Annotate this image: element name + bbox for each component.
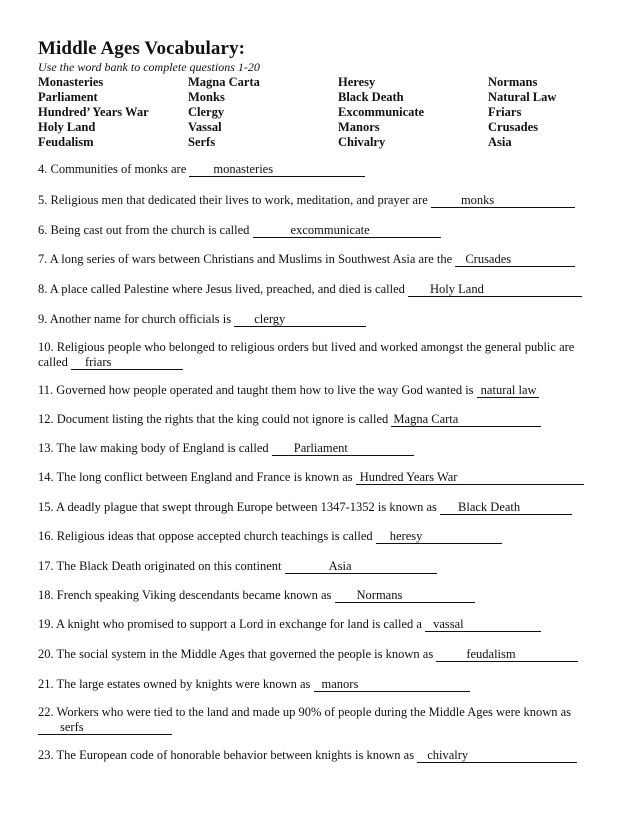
word-bank-term: Serfs xyxy=(188,135,216,149)
question-23 xyxy=(38,748,604,763)
answer-blank-16[interactable] xyxy=(376,530,502,544)
answer-blank-5[interactable] xyxy=(431,194,575,208)
question-text: 15. A deadly plague that swept through Europe between 1347-1352 is known as xyxy=(38,500,437,514)
word-bank-term: Monasteries xyxy=(38,75,104,89)
answer-blank-8[interactable] xyxy=(408,283,582,297)
word-bank-term: Natural Law xyxy=(488,90,557,104)
question-10 xyxy=(38,340,604,370)
word-bank-term: Normans xyxy=(488,75,538,89)
question-text: 8. A place called Palestine where Jesus lived, preached, and died is called xyxy=(38,282,405,296)
page-title: Middle Ages Vocabulary: xyxy=(38,38,246,59)
question-12 xyxy=(38,412,604,427)
word-bank-term: Black Death xyxy=(338,90,404,104)
question-text: 13. The law making body of England is called xyxy=(38,441,269,455)
question-text: 14. The long conflict between England and France is known as xyxy=(38,470,353,484)
question-text: 10. Religious people who belonged to religious orders but lived and worked amongst the general public are called xyxy=(38,340,575,369)
answer-text: heresy xyxy=(389,529,423,543)
question-text: 18. French speaking Viking descendants became known as xyxy=(38,588,332,602)
word-bank-term: Friars xyxy=(488,105,522,119)
question-19 xyxy=(38,617,604,632)
question-7 xyxy=(38,252,604,267)
answer-blank-11[interactable] xyxy=(477,384,539,398)
word-bank-term: Manors xyxy=(338,120,380,134)
answer-blank-9[interactable] xyxy=(234,313,366,327)
word-bank-term: Holy Land xyxy=(38,120,96,134)
word-bank-term: Vassal xyxy=(188,120,222,134)
question-15 xyxy=(38,500,604,515)
answer-text: monks xyxy=(460,193,495,207)
answer-text: Holy Land xyxy=(430,282,484,296)
answer-blank-13[interactable] xyxy=(272,442,414,456)
question-text: 23. The European code of honorable behavior between knights is known as xyxy=(38,748,415,762)
answer-blank-15[interactable] xyxy=(440,501,572,515)
word-bank xyxy=(38,75,598,150)
question-text: 22. Workers who were tied to the land and made up 90% of people during the Middle Ages were known as xyxy=(38,705,572,719)
question-8 xyxy=(38,282,604,297)
question-text: 5. Religious men that dedicated their lives to work, meditation, and prayer are xyxy=(38,193,428,207)
question-text: 9. Another name for church officials is xyxy=(38,312,232,326)
answer-text: clergy xyxy=(254,312,286,326)
answer-text: manors xyxy=(321,677,359,691)
question-13 xyxy=(38,441,604,456)
answer-text: vassal xyxy=(433,617,464,631)
answer-text: Hundred Years War xyxy=(359,470,458,484)
answer-text: chivalry xyxy=(427,748,469,762)
answer-blank-12[interactable] xyxy=(391,413,541,427)
answer-text: monasteries xyxy=(213,162,274,176)
word-bank-term: Heresy xyxy=(338,75,376,89)
word-bank-term: Asia xyxy=(488,135,512,149)
question-22 xyxy=(38,705,604,735)
word-bank-term: Monks xyxy=(188,90,225,104)
word-bank-term: Chivalry xyxy=(338,135,386,149)
answer-text: Crusades xyxy=(465,252,512,266)
answer-blank-6[interactable] xyxy=(253,224,441,238)
answer-text: Black Death xyxy=(458,500,521,514)
answer-blank-19[interactable] xyxy=(425,618,541,632)
word-bank-term: Clergy xyxy=(188,105,225,119)
answer-blank-23[interactable] xyxy=(417,749,577,763)
answer-blank-10[interactable] xyxy=(71,356,183,370)
question-text: 16. Religious ideas that oppose accepted church teachings is called xyxy=(38,529,373,543)
question-4 xyxy=(38,162,604,177)
question-20 xyxy=(38,647,604,662)
question-16 xyxy=(38,529,604,544)
question-text: 21. The large estates owned by knights were known as xyxy=(38,677,311,691)
question-6 xyxy=(38,223,604,238)
answer-blank-7[interactable] xyxy=(455,253,575,267)
word-bank-term: Parliament xyxy=(38,90,98,104)
answer-blank-4[interactable] xyxy=(189,163,365,177)
question-text: 4. Communities of monks are xyxy=(38,162,187,176)
answer-text: Asia xyxy=(328,559,352,573)
question-5 xyxy=(38,193,604,208)
answer-text: friars xyxy=(84,355,112,369)
question-9 xyxy=(38,312,604,327)
question-text: 6. Being cast out from the church is called xyxy=(38,223,250,237)
question-18 xyxy=(38,588,604,603)
word-bank-term: Crusades xyxy=(488,120,539,134)
answer-text: serfs xyxy=(60,720,84,734)
question-text: 19. A knight who promised to support a Lord in exchange for land is called a xyxy=(38,617,422,631)
answer-text: Magna Carta xyxy=(393,412,459,426)
question-text: 7. A long series of wars between Christians and Muslims in Southwest Asia are the xyxy=(38,252,453,266)
answer-blank-14[interactable] xyxy=(356,471,584,485)
question-text: 20. The social system in the Middle Ages that governed the people is known as xyxy=(38,647,434,661)
question-text: 17. The Black Death originated on this continent xyxy=(38,559,282,573)
question-text: 12. Document listing the rights that the king could not ignore is called xyxy=(38,412,389,426)
answer-blank-20[interactable] xyxy=(436,648,578,662)
question-17 xyxy=(38,559,604,574)
question-14 xyxy=(38,470,604,485)
answer-text: Parliament xyxy=(293,441,348,455)
answer-text: excommunicate xyxy=(290,223,370,237)
answer-text: feudalism xyxy=(466,647,516,661)
answer-text: Normans xyxy=(356,588,403,602)
word-bank-term: Magna Carta xyxy=(188,75,260,89)
word-bank-term: Feudalism xyxy=(38,135,94,149)
question-text: 11. Governed how people operated and taught them how to live the way God wanted is xyxy=(38,383,474,397)
instructions: Use the word bank to complete questions 1-20 xyxy=(38,60,260,74)
answer-text: natural law xyxy=(480,383,537,397)
question-11 xyxy=(38,383,604,398)
answer-blank-21[interactable] xyxy=(314,678,470,692)
answer-blank-18[interactable] xyxy=(335,589,475,603)
word-bank-term: Hundred’ Years War xyxy=(38,105,149,119)
answer-blank-22[interactable] xyxy=(38,721,172,735)
word-bank-term: Excommunicate xyxy=(338,105,425,119)
question-21 xyxy=(38,677,604,692)
answer-blank-17[interactable] xyxy=(285,560,437,574)
